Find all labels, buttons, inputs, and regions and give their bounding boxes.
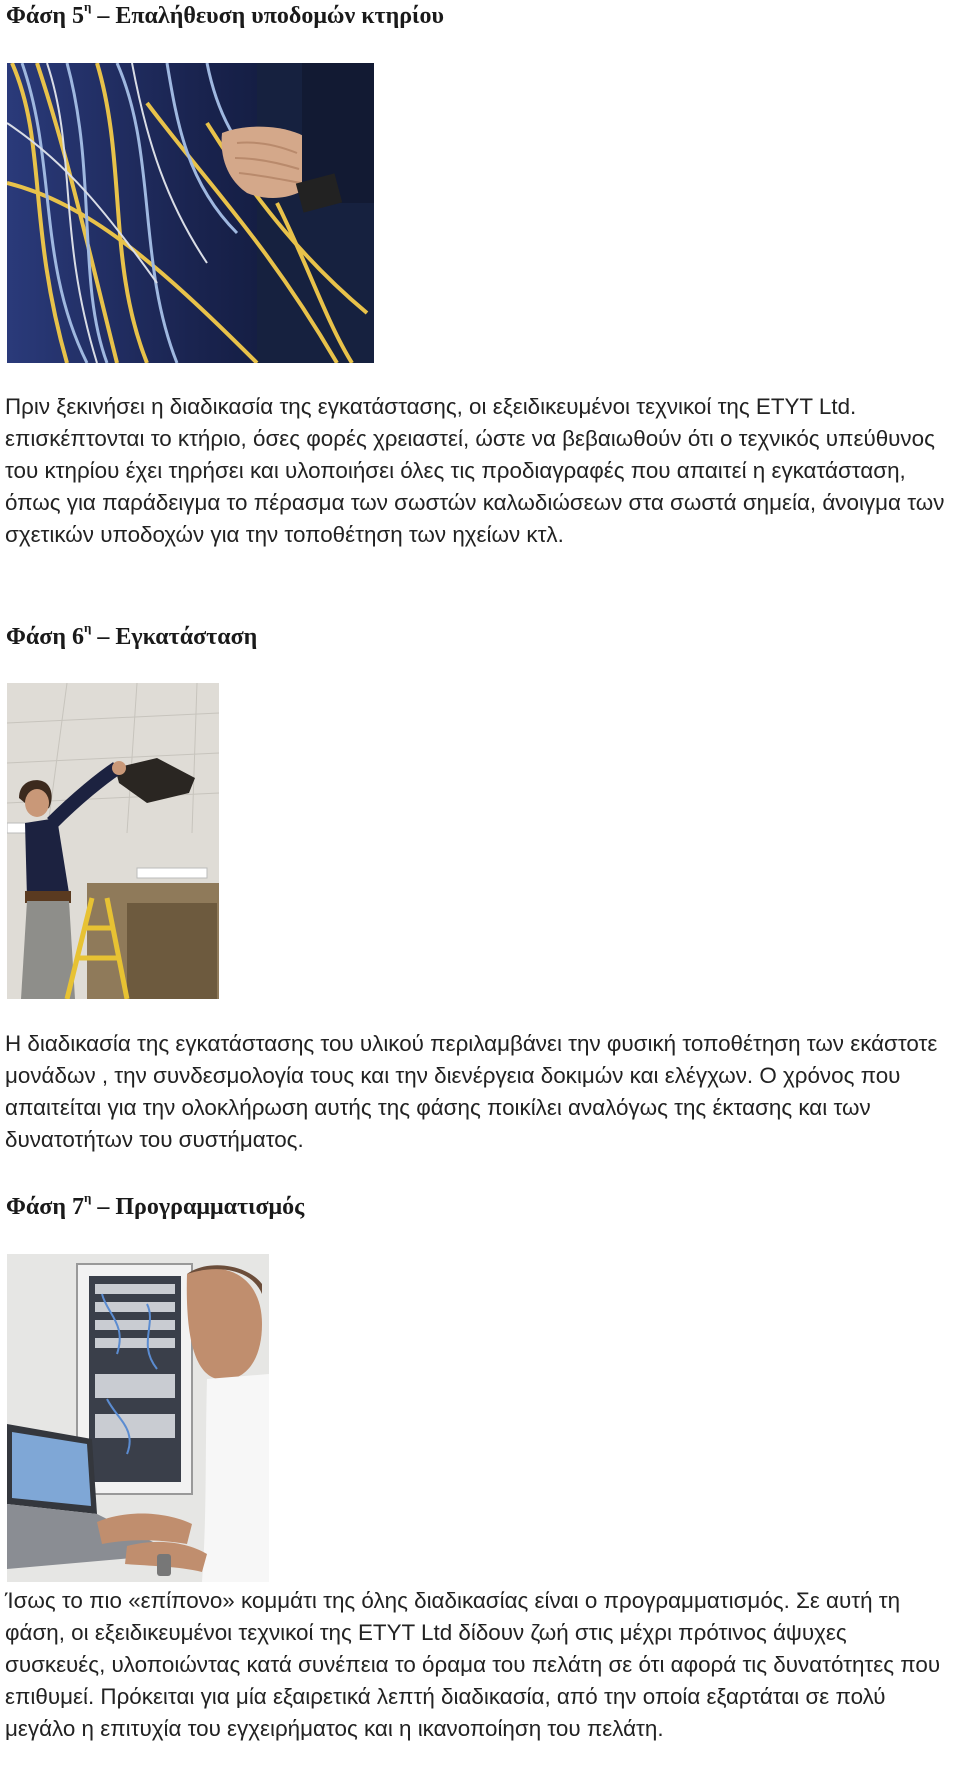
phase-6-title: – Εγκατάσταση [91, 624, 258, 650]
phase-7-title: – Προγραμματισμός [91, 1194, 305, 1220]
phase-6-superscript: η [83, 620, 92, 635]
phase-5-heading [6, 2, 444, 30]
phase-5-prefix: Φάση 5 [6, 3, 84, 29]
photo-network-cables [7, 63, 374, 363]
phase-7-superscript: η [83, 1190, 92, 1205]
phase-6-paragraph: Η διαδικασία της εγκατάστασης του υλικού περιλαμβάνει την φυσική τοποθέτηση των εκάστοτε μονάδων , την συνδεσμολογία τους και την διενέργεια δοκιμών και ελέγχων. Ο χρόνος που απαιτείται για την ολοκλήρωση αυτής της φάσης ποικίλει αναλόγως της έκτασης και των δυνατοτήτων του συστήματος. [5, 1031, 938, 1152]
photo-technician-ceiling-install [7, 683, 219, 999]
phase-5-title: – Επαλήθευση υποδομών κτηρίου [91, 3, 444, 29]
phase-7-heading [6, 1190, 305, 1221]
phase-6-prefix: Φάση 6 [6, 624, 84, 650]
phase-5-paragraph: Πριν ξεκινήσει η διαδικασία της εγκατάστασης, οι εξειδικευμένοι τεχνικοί της ETYT Ltd. επισκέπτονται το κτήριο, όσες φορές χρειαστεί, ώστε να βεβαιωθούν ότι ο τεχνικός υπεύθυνος του κτηρίου έχει τηρήσει και υλοποιήσει όλες τις προδιαγραφές που απαιτεί η εγκατάσταση, όπως για παράδειγμα το πέρασμα των σωστών καλωδιώσεων στα σωστά σημεία, άνοιγμα των σχετικών υποδοχών για την τοποθέτηση των ηχείων κτλ. [5, 394, 945, 547]
phase-7-paragraph: Ίσως το πιο «επίπονο» κομμάτι της όλης διαδικασίας είναι ο προγραμματισμός. Σε αυτή τη φάση, οι εξειδικευμένοι τεχνικοί της ETYT Ltd δίδουν ζωή στις μέχρι πρότινος άψυχες συσκευές, υλοποιώντας κατά συνέπεια το όραμα του πελάτη σε ότι αφορά τις δυνατότητες που επιθυμεί. Πρόκειται για μία εξαιρετικά λεπτή διαδικασία, από την οποία εξαρτάται σε πολύ μεγάλο η επιτυχία του εγχειρήματος και η ικανοποίηση του πελάτη. [5, 1588, 941, 1741]
phase-5-superscript: η [83, 0, 92, 14]
phase-7-prefix: Φάση 7 [6, 1194, 84, 1220]
photo-technician-laptop-rack [7, 1254, 269, 1582]
phase-6-heading [6, 620, 258, 651]
